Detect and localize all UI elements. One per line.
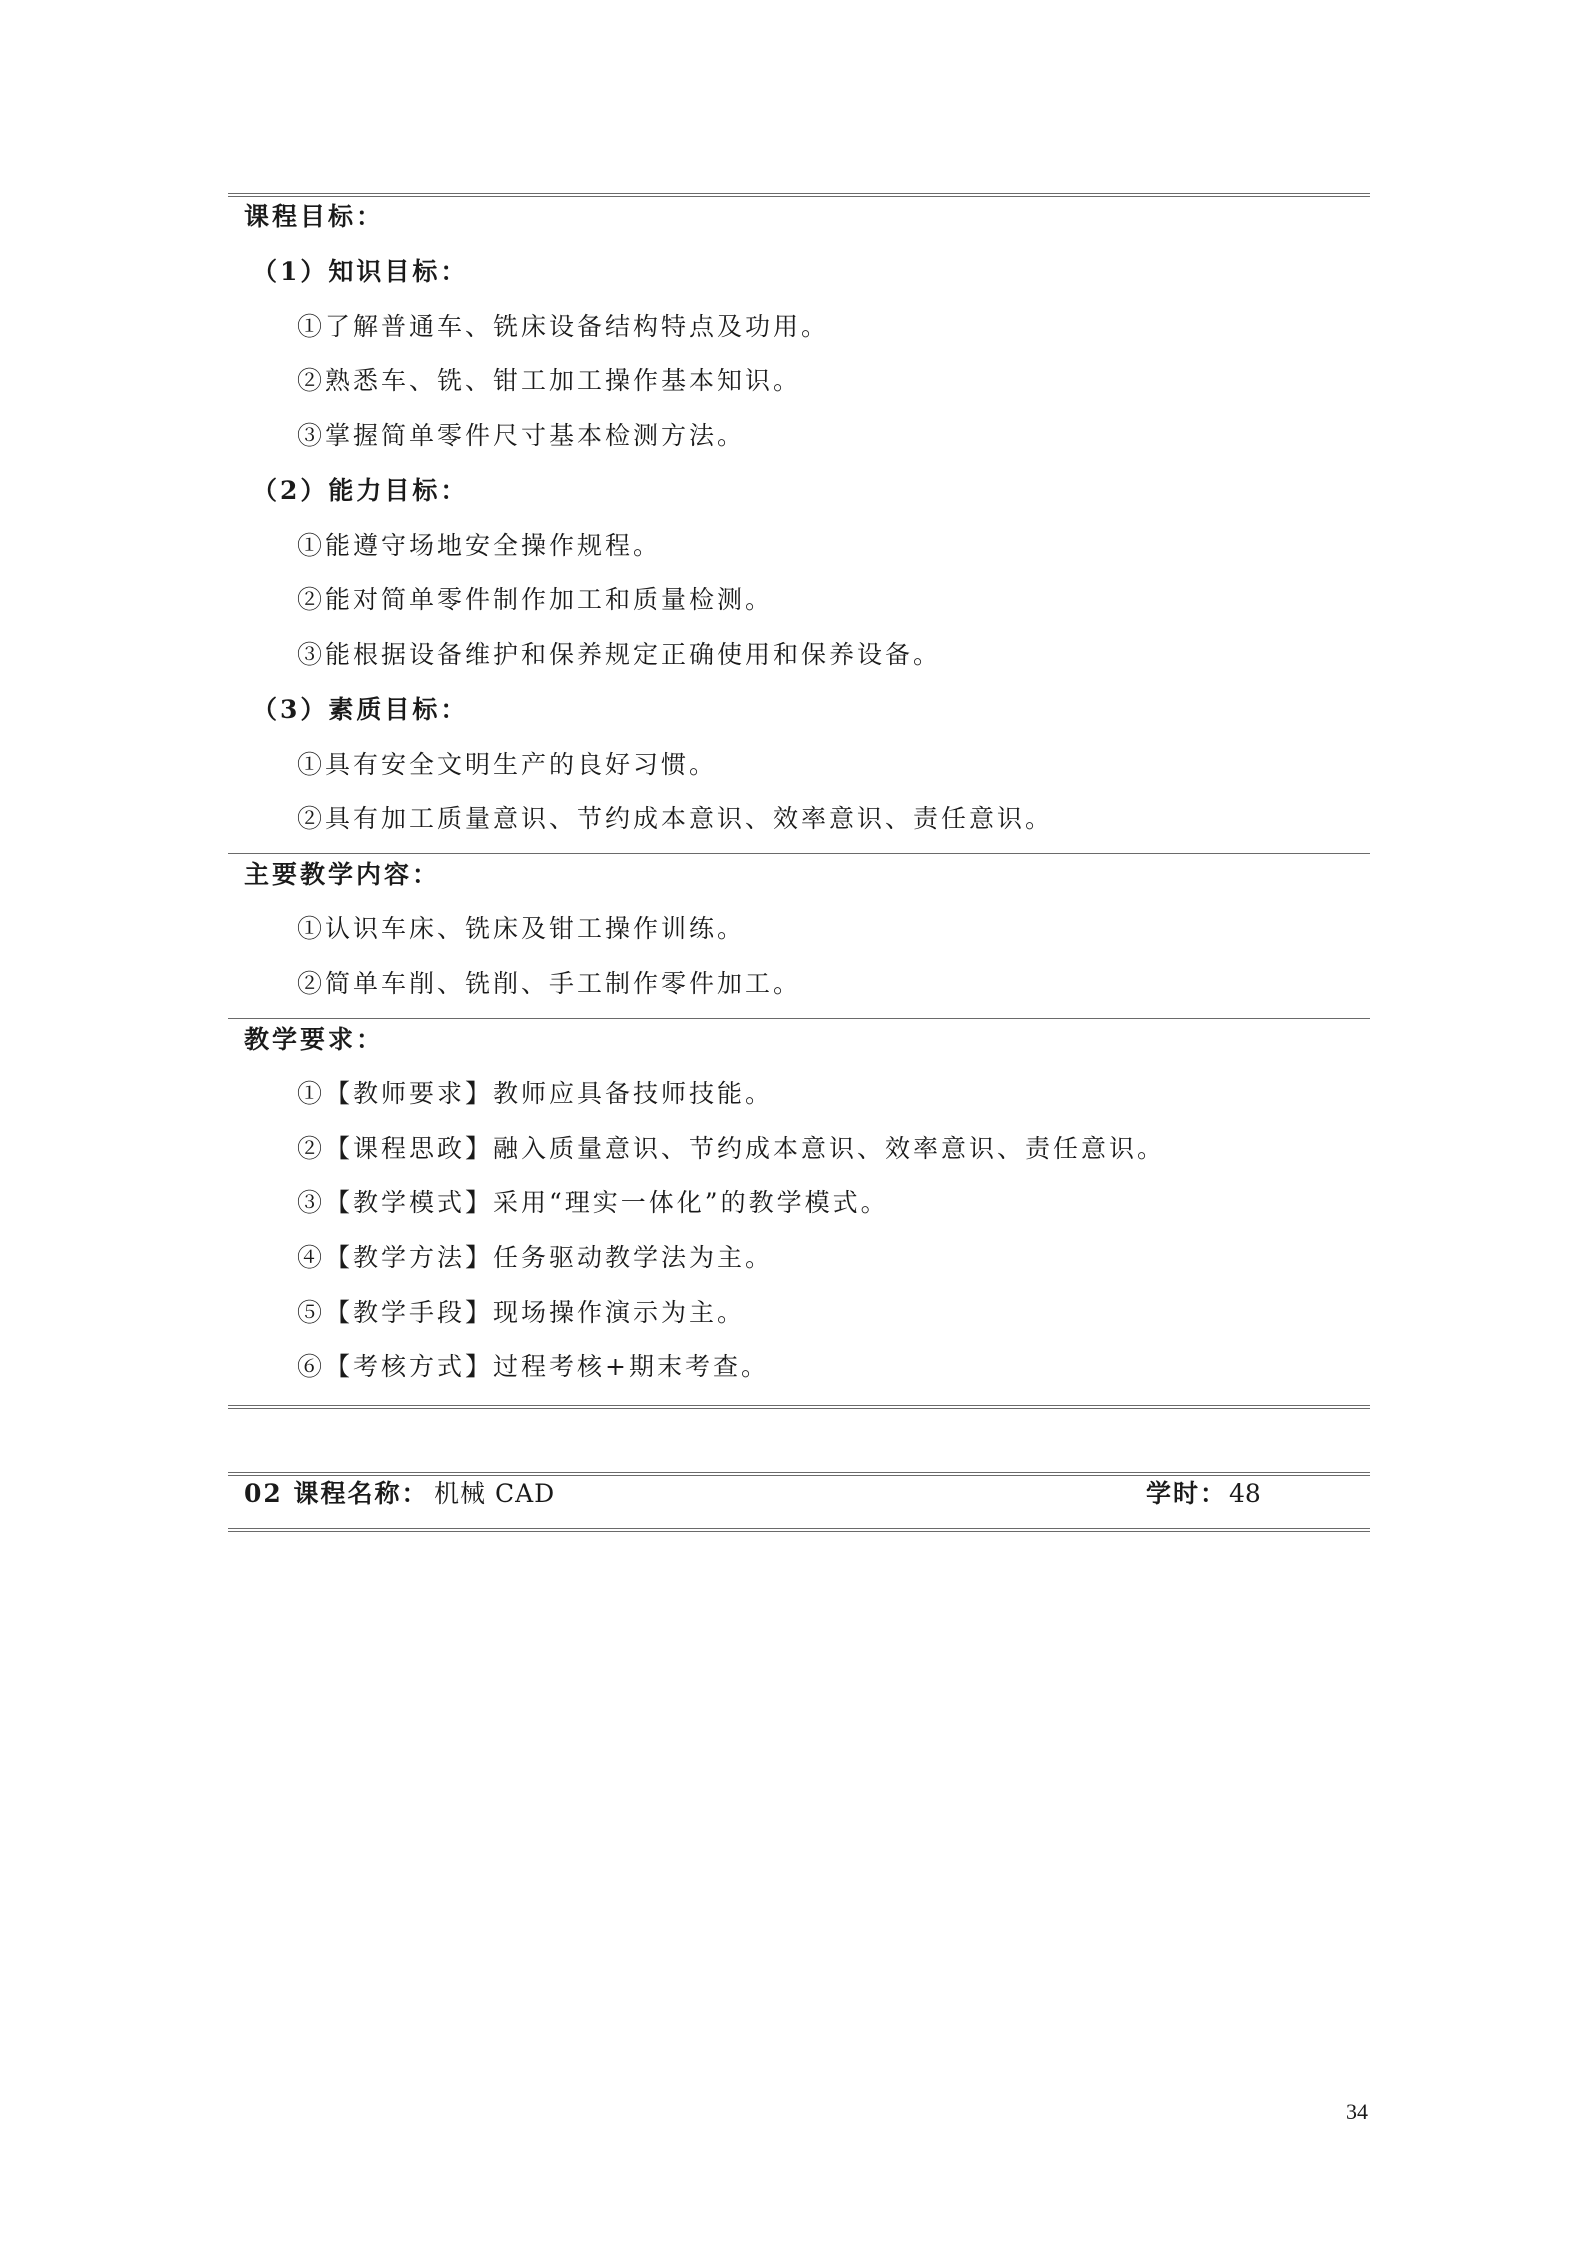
section-divider bbox=[228, 1018, 1370, 1019]
course-name-value: 机械 CAD bbox=[434, 1479, 556, 1508]
list-item: ②能对简单零件制作加工和质量检测。 bbox=[297, 585, 774, 614]
table-bottom-border bbox=[228, 1405, 1370, 1409]
list-item: ①【教师要求】教师应具备技师技能。 bbox=[297, 1079, 774, 1108]
list-item: ②【课程思政】融入质量意识、节约成本意识、效率意识、责任意识。 bbox=[297, 1134, 1166, 1163]
table-top-border bbox=[228, 193, 1370, 197]
knowledge-objectives-title: （1）知识目标： bbox=[252, 257, 469, 286]
course-header-top-border bbox=[228, 1472, 1370, 1476]
course-header-bottom-border bbox=[228, 1528, 1370, 1532]
list-item: ①认识车床、铣床及钳工操作训练。 bbox=[297, 914, 746, 943]
list-item: ①了解普通车、铣床设备结构特点及功用。 bbox=[297, 312, 830, 341]
list-item: ①能遵守场地安全操作规程。 bbox=[297, 531, 662, 560]
section-divider bbox=[228, 853, 1370, 854]
teaching-requirements-heading: 教学要求： bbox=[244, 1025, 385, 1054]
list-item: ③掌握简单零件尺寸基本检测方法。 bbox=[297, 421, 746, 450]
course-name-label: 02 课程名称： bbox=[244, 1479, 429, 1508]
list-item: ②具有加工质量意识、节约成本意识、效率意识、责任意识。 bbox=[297, 804, 1054, 833]
quality-objectives-title: （3）素质目标： bbox=[252, 695, 469, 724]
list-item: ③【教学模式】采用“理实一体化”的教学模式。 bbox=[297, 1188, 889, 1217]
course-hours-value: 48 bbox=[1229, 1479, 1261, 1508]
main-content-heading: 主要教学内容： bbox=[244, 860, 441, 889]
list-item: ①具有安全文明生产的良好习惯。 bbox=[297, 750, 718, 779]
course-hours-label: 学时： bbox=[1146, 1479, 1228, 1508]
list-item: ②简单车削、铣削、手工制作零件加工。 bbox=[297, 969, 802, 998]
list-item: ⑤【教学手段】现场操作演示为主。 bbox=[297, 1298, 746, 1327]
list-item: ③能根据设备维护和保养规定正确使用和保养设备。 bbox=[297, 640, 942, 669]
ability-objectives-title: （2）能力目标： bbox=[252, 476, 469, 505]
page-number: 34 bbox=[1346, 2099, 1368, 2124]
list-item: ④【教学方法】任务驱动教学法为主。 bbox=[297, 1243, 774, 1272]
list-item: ②熟悉车、铣、钳工加工操作基本知识。 bbox=[297, 366, 802, 395]
course-objectives-heading: 课程目标： bbox=[244, 202, 385, 231]
list-item: ⑥【考核方式】过程考核+期末考查。 bbox=[297, 1352, 769, 1381]
